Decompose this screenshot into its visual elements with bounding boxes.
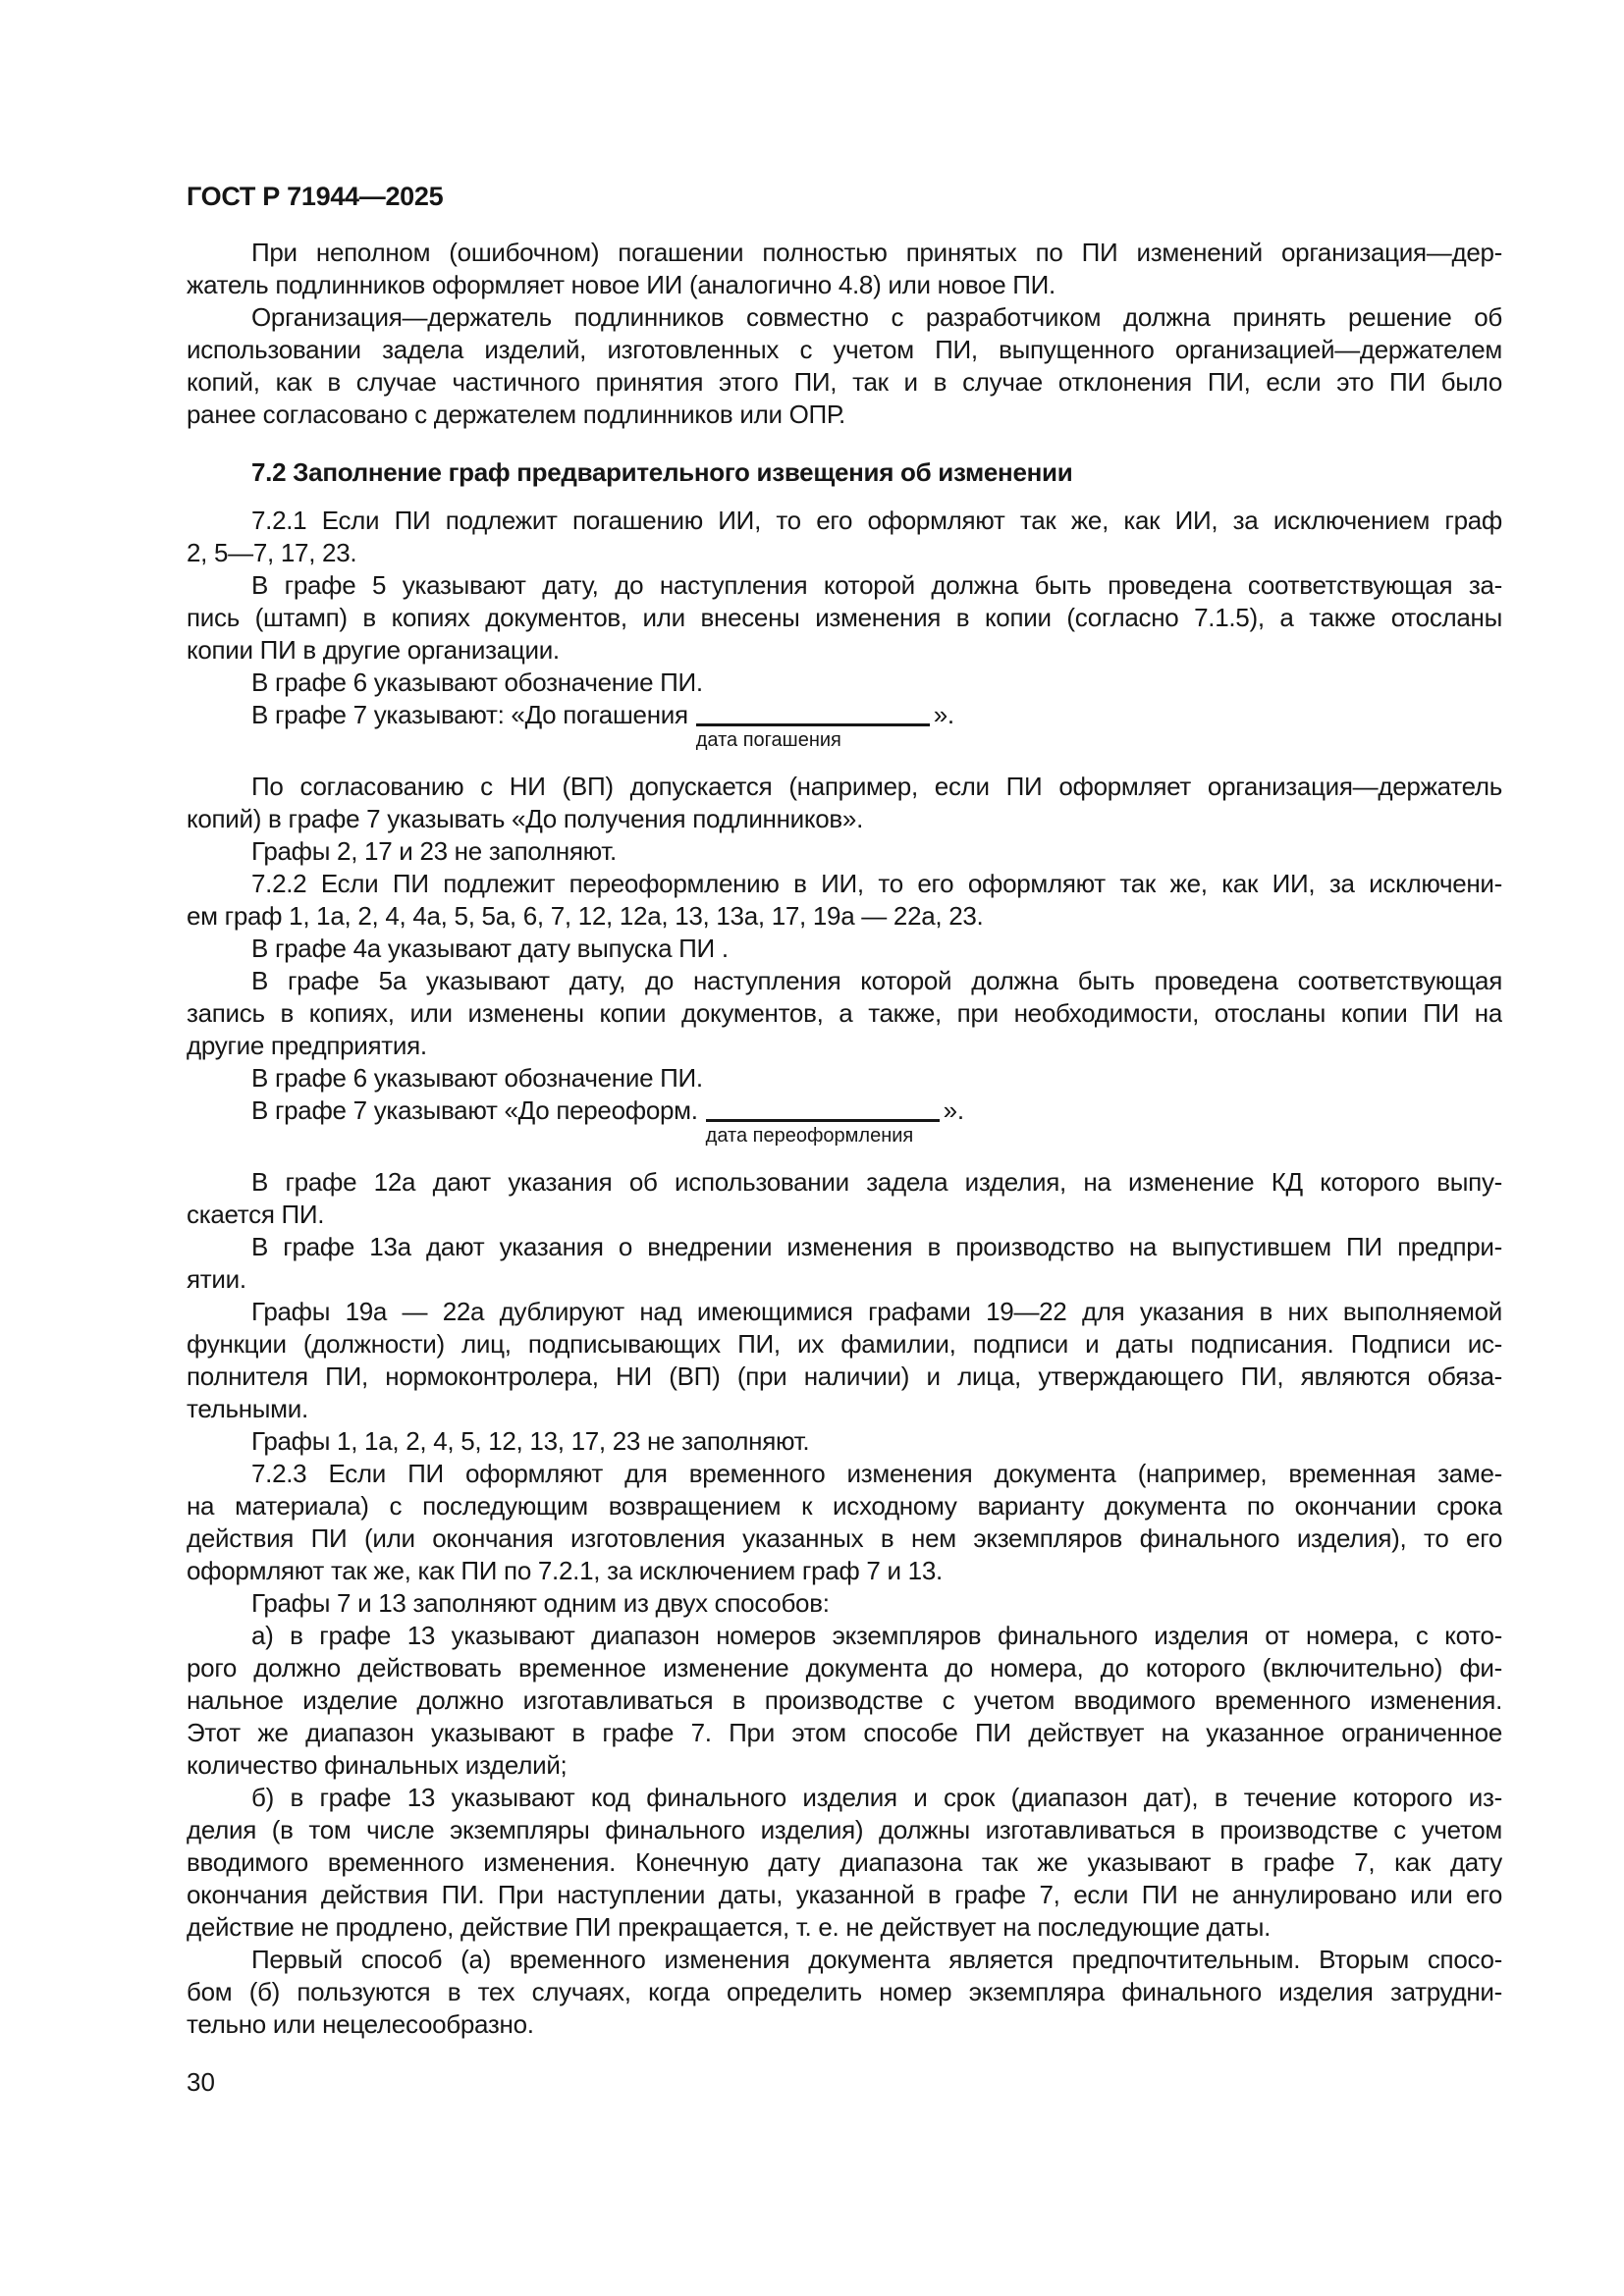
- text-line: ем граф 1, 1а, 2, 4, 4а, 5, 5а, 6, 7, 12, 12а, 13, 13а, 17, 19а — 22а, 23.: [187, 901, 984, 931]
- section-heading: 7.2 Заполнение граф предварительного извещения об изменении: [251, 457, 1073, 487]
- text-line: [187, 699, 1502, 751]
- text-line: вводимого временного изменения. Конечную дату диапазона так же указывают в графе 7, как дату: [187, 1847, 1502, 1877]
- paragraph: [187, 1620, 1502, 1782]
- blank-caption: дата переоформления: [705, 1125, 914, 1147]
- text-line: Графы 7 и 13 заполняют одним из двух способов:: [251, 1588, 830, 1618]
- paragraph: [187, 1425, 1502, 1458]
- text-line: б) в графе 13 указывают код финального изделия и срок (диапазон дат), в течение которого из-: [251, 1783, 1502, 1812]
- standard-code-header: ГОСТ Р 71944—2025: [187, 182, 444, 211]
- text-line: Организация—держатель подлинников совместно с разработчиком должна принять решение об: [251, 302, 1502, 332]
- text-line: жатель подлинников оформляет новое ИИ (аналогично 4.8) или новое ПИ.: [187, 270, 1056, 299]
- text-line: запись в копиях, или изменены копии документов, а также, при необходимости, отосланы копии ПИ на: [187, 998, 1502, 1028]
- text-line: Графы 1, 1а, 2, 4, 5, 12, 13, 17, 23 не заполняют.: [251, 1426, 810, 1456]
- text-line: В графе 6 указывают обозначение ПИ.: [251, 1063, 703, 1093]
- text-line: 7.2.2 Если ПИ подлежит переоформлению в ИИ, то его оформляют так же, как ИИ, за исключени-: [251, 869, 1502, 898]
- text-line: В графе 5а указывают дату, до наступления которой должна быть проведена соответствующая: [251, 966, 1502, 995]
- text-line: делия (в том числе экземпляры финального изделия) должны изготавливаться в производстве с учетом: [187, 1815, 1502, 1844]
- page-number: 30: [187, 2067, 215, 2097]
- paragraph: [187, 1782, 1502, 1944]
- text-line: скается ПИ.: [187, 1200, 325, 1229]
- paragraph: [187, 868, 1502, 933]
- text-line: действие не продлено, действие ПИ прекращается, т. е. не действует на последующие даты.: [187, 1912, 1272, 1942]
- paragraph: [187, 1296, 1502, 1425]
- text-line: Первый способ (а) временного изменения документа является предпочтительным. Вторым спосо-: [251, 1945, 1502, 1974]
- paragraph: [187, 667, 1502, 699]
- text-line: [187, 1095, 1502, 1147]
- paragraph: [187, 965, 1502, 1062]
- text-line: В графе 13а дают указания о внедрении изменения в производство на выпустившем ПИ предпри-: [251, 1232, 1502, 1261]
- paragraph: [187, 569, 1502, 667]
- paragraph: [187, 1458, 1502, 1587]
- blank-line-pre-text: В графе 7 указывают: «До погашения: [251, 700, 688, 729]
- page-content: [187, 181, 1502, 2041]
- blank-line-post-text: ».: [933, 700, 954, 729]
- text-line: нальное изделие должно изготавливаться в производстве с учетом вводимого временного изменения.: [187, 1685, 1502, 1715]
- text-line: По согласованию с НИ (ВП) допускается (например, если ПИ оформляет организация—держатель: [251, 772, 1502, 801]
- blank-caption: дата погашения: [695, 729, 841, 751]
- text-line: В графе 12а дают указания об использовании задела изделия, на изменение КД которого выпу-: [251, 1167, 1502, 1197]
- text-line: пись (штамп) в копиях документов, или внесены изменения в копии (согласно 7.1.5), а также отосланы: [187, 603, 1502, 632]
- blank-line-post-text: ».: [943, 1095, 964, 1125]
- paragraph: [187, 1231, 1502, 1296]
- paragraph: [187, 1062, 1502, 1095]
- text-line: окончания действия ПИ. При наступлении даты, указанной в графе 7, если ПИ не аннулировано или его: [187, 1880, 1502, 1909]
- paragraph: [187, 835, 1502, 868]
- text-line: копий) в графе 7 указывать «До получения подлинников».: [187, 804, 864, 833]
- paragraph: [187, 1166, 1502, 1231]
- paragraph: [187, 505, 1502, 569]
- text-line: ранее согласовано с держателем подлинников или ОПР.: [187, 400, 845, 429]
- text-line: функции (должности) лиц, подписывающих ПИ, их фамилии, подписи и даты подписания. Подписи ис-: [187, 1329, 1502, 1359]
- text-line: полнителя ПИ, нормоконтролера, НИ (ВП) (при наличии) и лица, утверждающего ПИ, являются обяза-: [187, 1362, 1502, 1391]
- text-line: бом (б) пользуются в тех случаях, когда определить номер экземпляра финального изделия затрудни-: [187, 1977, 1502, 2006]
- paragraph-with-blank: [187, 699, 1502, 751]
- paragraph: [187, 1944, 1502, 2041]
- document-body: [187, 237, 1502, 2041]
- paragraph: [187, 237, 1502, 301]
- text-line: В графе 6 указывают обозначение ПИ.: [251, 667, 703, 697]
- text-line: тельными.: [187, 1394, 308, 1423]
- text-line: 7.2.3 Если ПИ оформляют для временного изменения документа (например, временная заме-: [251, 1459, 1502, 1488]
- text-line: 7.2.1 Если ПИ подлежит погашению ИИ, то его оформляют так же, как ИИ, за исключением граф: [251, 506, 1502, 535]
- text-line: действия ПИ (или окончания изготовления указанных в нем экземпляров финального изделия), то его: [187, 1523, 1502, 1553]
- text-line: на материала) с последующим возвращением к исходному варианту документа по окончании срока: [187, 1491, 1502, 1521]
- paragraph: [187, 771, 1502, 835]
- paragraph: [187, 933, 1502, 965]
- paragraph: [187, 1587, 1502, 1620]
- text-line: В графе 5 указывают дату, до наступления которой должна быть проведена соответствующая за-: [251, 570, 1502, 600]
- fill-in-blank-line: [705, 1099, 940, 1147]
- text-line: копий, как в случае частичного принятия этого ПИ, так и в случае отклонения ПИ, если это ПИ было: [187, 367, 1502, 397]
- text-line: При неполном (ошибочном) погашении полностью принятых по ПИ изменений организация—дер-: [251, 238, 1502, 267]
- text-line: Графы 19а — 22а дублируют над имеющимися графами 19—22 для указания в них выполняемой: [251, 1297, 1502, 1326]
- paragraph-with-blank: [187, 1095, 1502, 1147]
- paragraph: [187, 301, 1502, 431]
- text-line: 2, 5—7, 17, 23.: [187, 538, 357, 567]
- blank-line-pre-text: В графе 7 указывают «До переоформ.: [251, 1095, 698, 1125]
- text-line: количество финальных изделий;: [187, 1750, 568, 1780]
- text-line: копии ПИ в другие организации.: [187, 635, 560, 665]
- text-line: использовании задела изделий, изготовленных с учетом ПИ, выпущенного организацией—держателем: [187, 335, 1502, 364]
- fill-in-blank-line: [695, 704, 930, 751]
- text-line: В графе 4а указывают дату выпуска ПИ .: [251, 934, 729, 963]
- text-line: тельно или нецелесообразно.: [187, 2009, 534, 2039]
- text-line: Графы 2, 17 и 23 не заполняют.: [251, 836, 617, 866]
- text-line: а) в графе 13 указывают диапазон номеров экземпляров финального изделия от номера, с кото-: [251, 1621, 1502, 1650]
- text-line: рого должно действовать временное изменение документа до номера, до которого (включительно) фи-: [187, 1653, 1502, 1682]
- text-line: Этот же диапазон указывают в графе 7. При этом способе ПИ действует на указанное ограниченное: [187, 1718, 1502, 1747]
- text-line: другие предприятия.: [187, 1031, 427, 1060]
- text-line: ятии.: [187, 1264, 246, 1294]
- text-line: оформляют так же, как ПИ по 7.2.1, за исключением граф 7 и 13.: [187, 1556, 943, 1585]
